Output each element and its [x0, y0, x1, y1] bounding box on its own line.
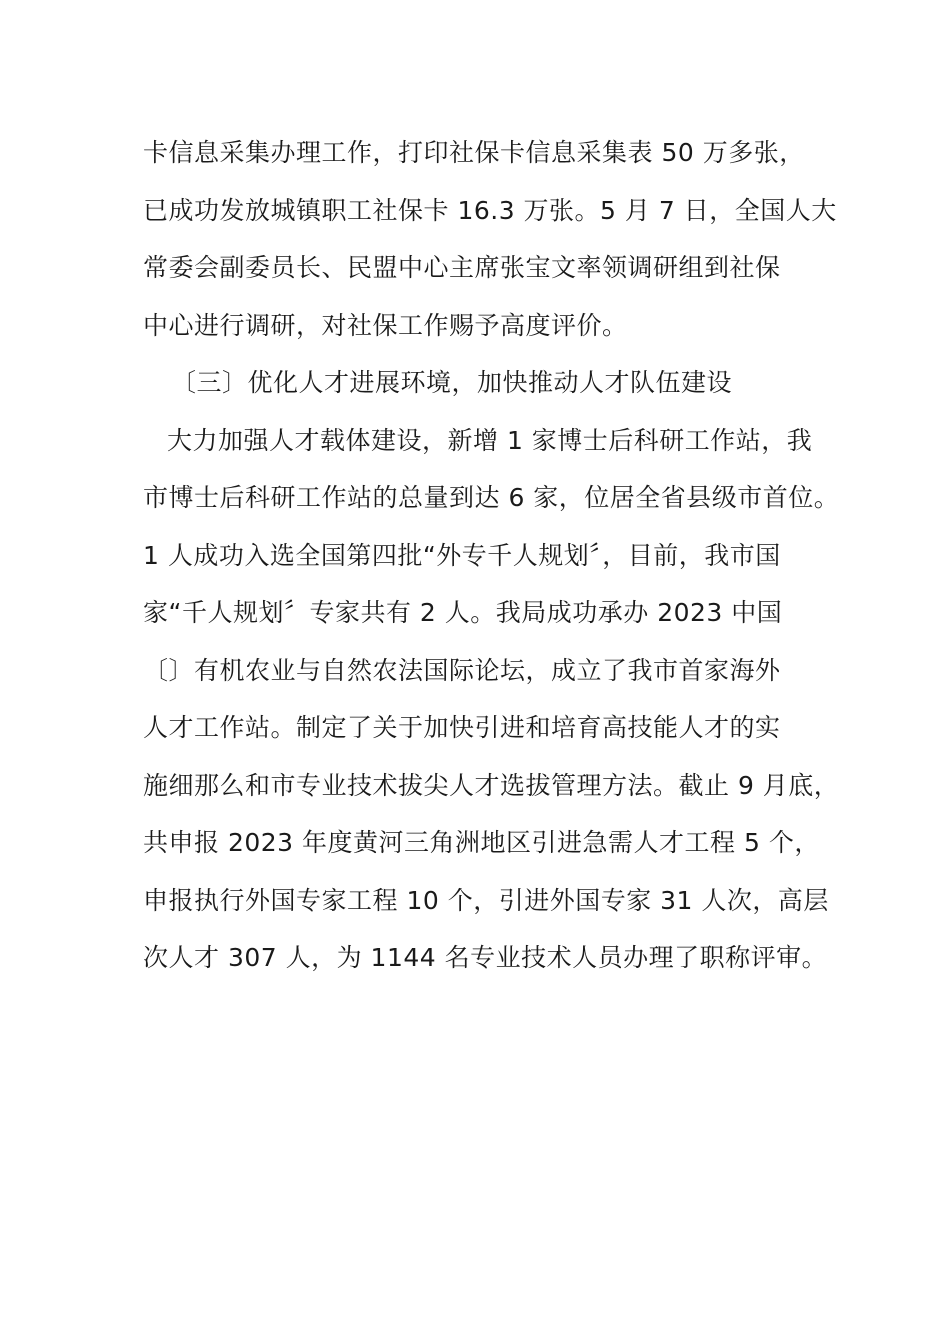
body-line-7: 市博士后科研工作站的总量到达 6 家，位居全省县级市首位。: [143, 483, 840, 512]
body-line-12: 施细那么和市专业技术拔尖人才选拔管理方法。截止 9 月底，: [143, 770, 840, 800]
body-line-1: 卡信息采集办理工作，打印社保卡信息采集表 50 万多张，: [143, 138, 805, 167]
body-line-3: 常委会副委员长、民盟中心主席张宝文率领调研组到社保: [143, 253, 781, 282]
body-line-15: 次人才 307 人，为 1144 名专业技术人员办理了职称评审。: [143, 943, 828, 972]
body-line-9: 家“千人规划〞专家共有 2 人。我局成功承办 2023 中国: [143, 598, 783, 627]
body-line-8: 1 人成功入选全国第四批“外专千人规划〞，目前，我市国: [143, 540, 781, 570]
section-heading: 〔三〕优化人才进展环境，加快推动人才队伍建设: [171, 368, 733, 397]
document-body: [143, 124, 843, 987]
body-line-2: 已成功发放城镇职工社保卡 16.3 万张。5 月 7 日，全国人大: [143, 195, 837, 225]
paragraph-start-line: 大力加强人才载体建设，新增 1 家博士后科研工作站，我: [167, 425, 813, 455]
body-line-4: 中心进行调研，对社保工作赐予高度评价。: [143, 310, 628, 340]
body-line-10: 〔〕有机农业与自然农法国际论坛，成立了我市首家海外: [143, 655, 781, 685]
body-line-14: 申报执行外国专家工程 10 个，引进外国专家 31 人次，高层: [143, 885, 829, 915]
body-line-13: 共申报 2023 年度黄河三角洲地区引进急需人才工程 5 个，: [143, 828, 820, 857]
body-line-11: 人才工作站。制定了关于加快引进和培育高技能人才的实: [143, 713, 781, 742]
